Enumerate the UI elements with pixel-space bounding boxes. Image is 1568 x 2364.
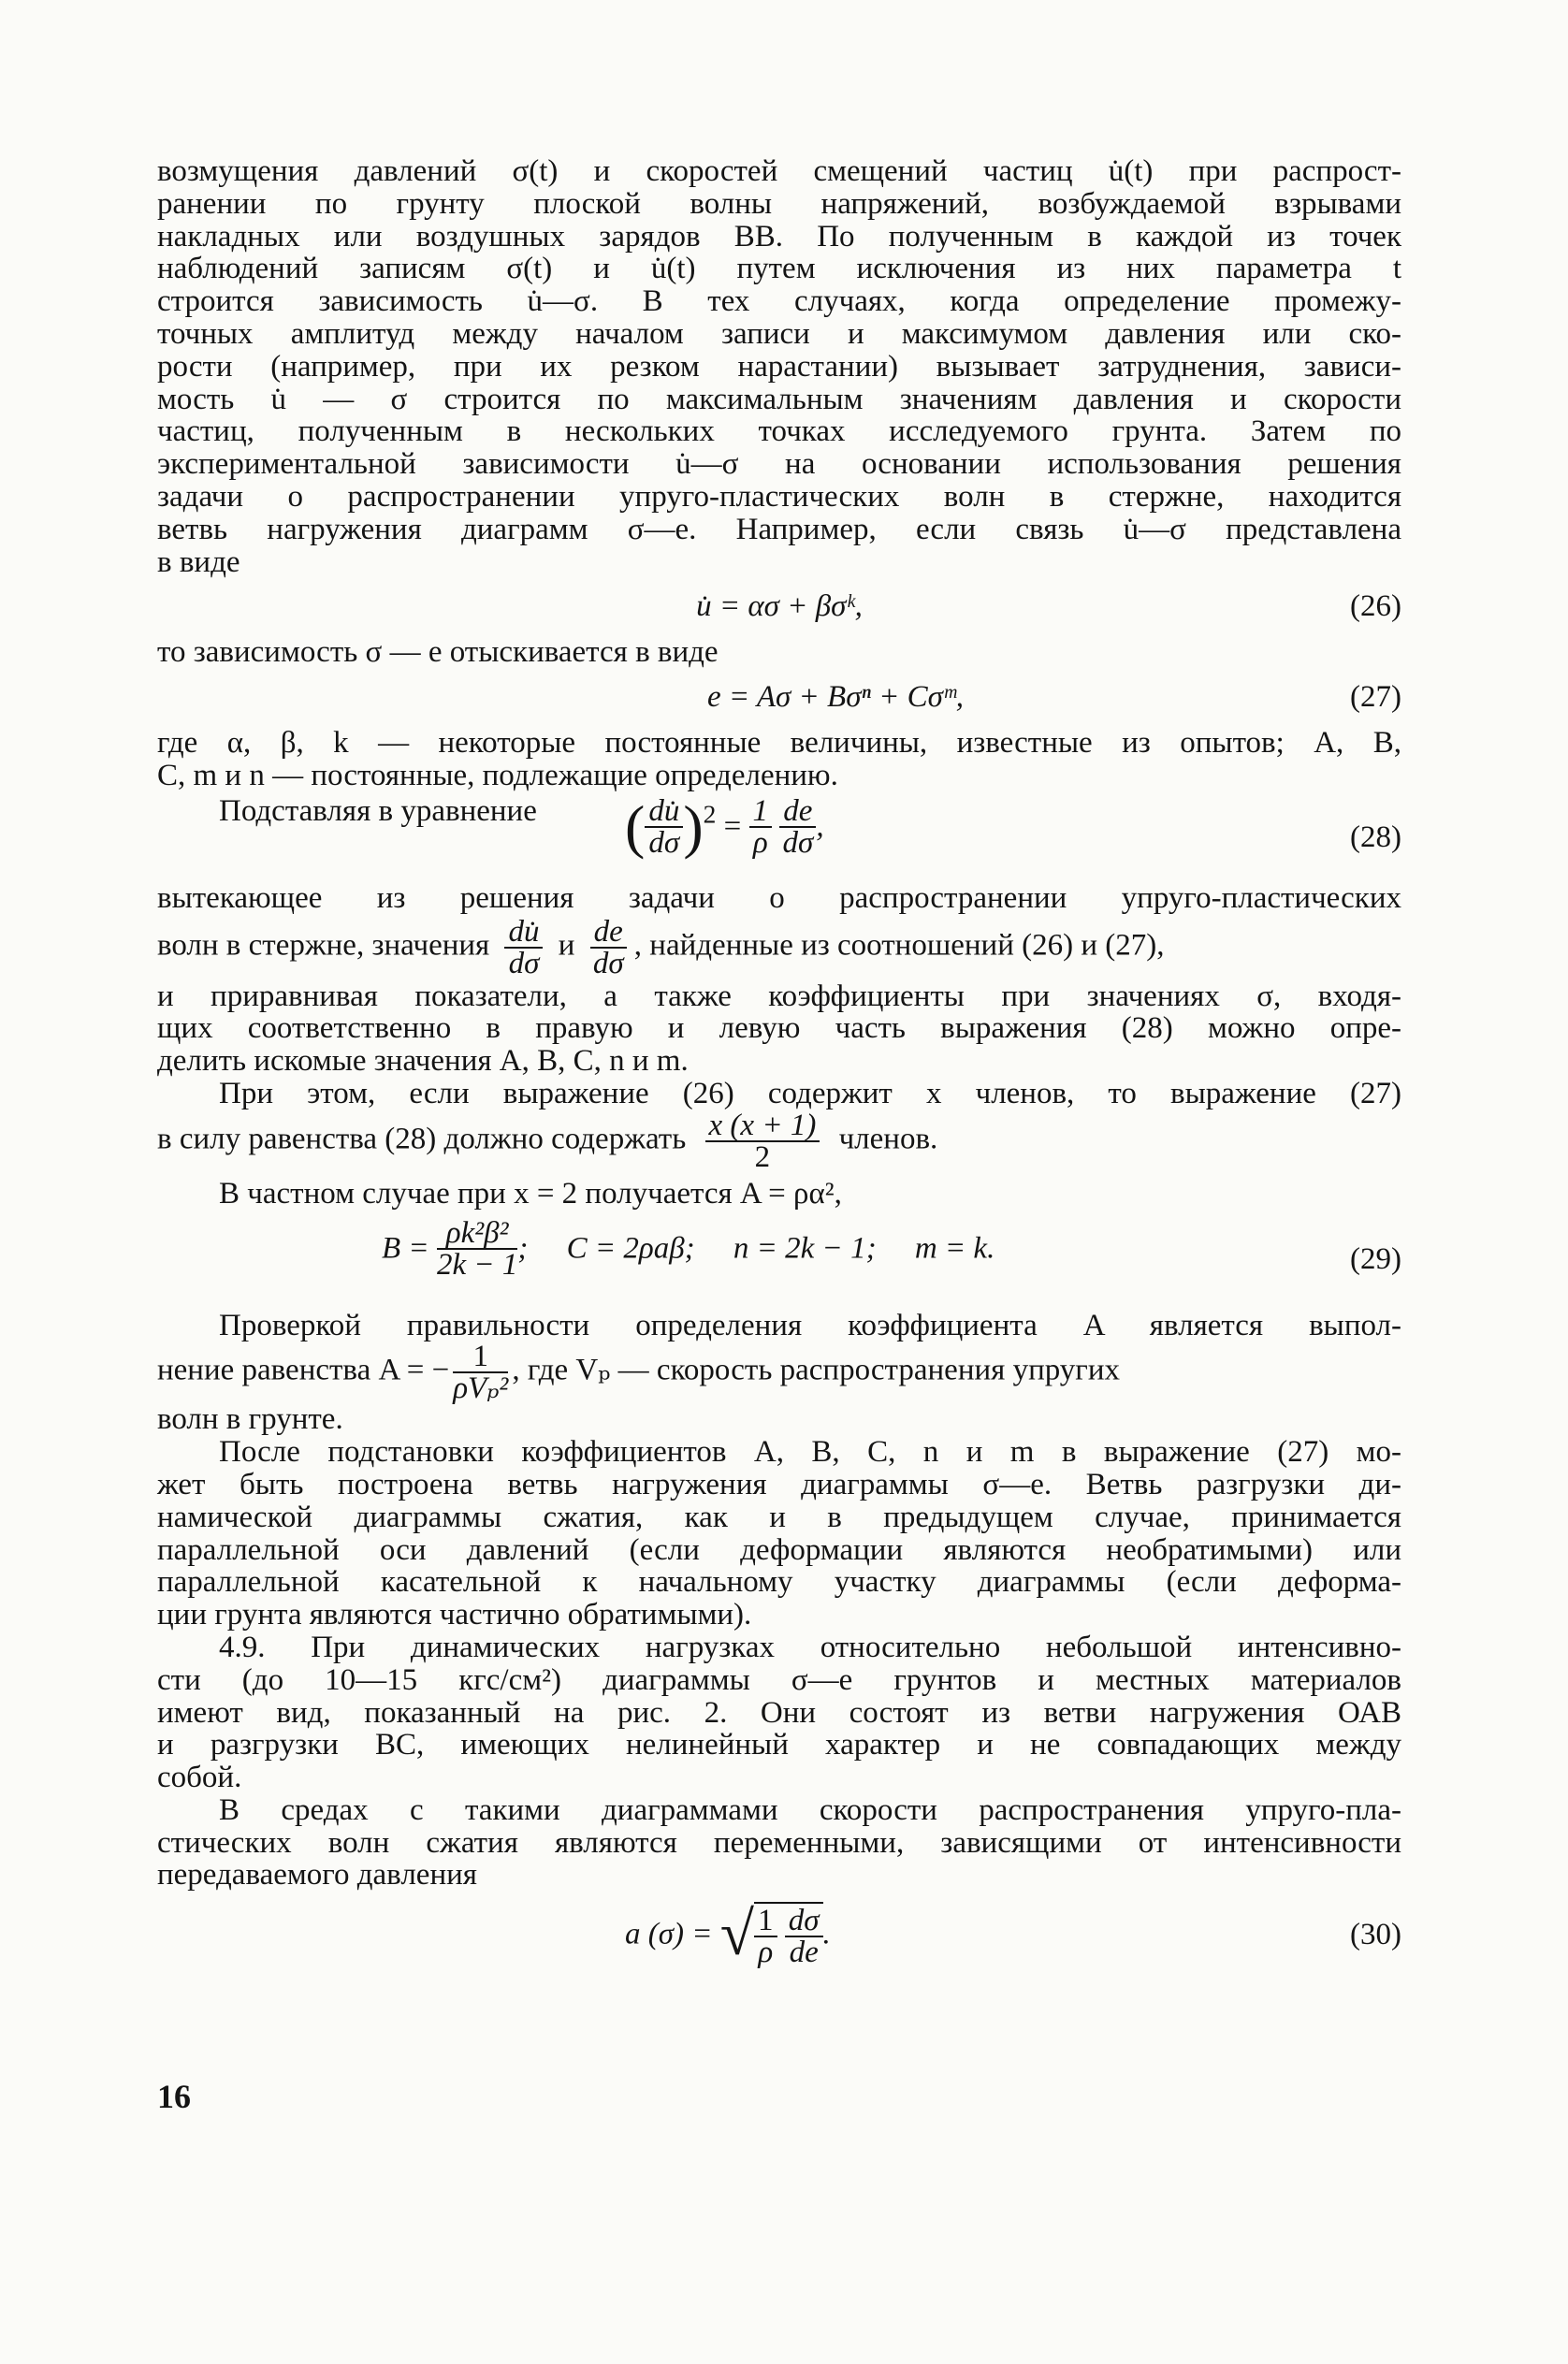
equation-number: (28) bbox=[1350, 819, 1401, 854]
text-line: и приравнивая показатели, а также коэффициенты при значениях σ, входя- bbox=[157, 979, 1401, 1013]
text-line-with-fractions bbox=[157, 1340, 1401, 1406]
text-line: вытекающее из решения задачи о распространении упруго-пластических bbox=[157, 880, 1401, 915]
text-line: намической диаграммы сжатия, как и в предыдущем случае, принимается bbox=[157, 1500, 1401, 1534]
fraction-denominator: 2k − 1 bbox=[436, 1247, 518, 1282]
equation-formula bbox=[382, 1215, 995, 1282]
punctuation: . bbox=[822, 1917, 831, 1951]
text-fragment: , где Vₚ — скорость распространения упругих bbox=[512, 1353, 1120, 1387]
fraction-denominator: dσ bbox=[782, 825, 814, 860]
text-line: частиц, полученным в нескольких точках исследуемого грунта. Затем по bbox=[157, 414, 1401, 449]
page-number: 16 bbox=[157, 2078, 191, 2115]
text-line-with-fractions bbox=[157, 1110, 1401, 1172]
paragraph-3 bbox=[157, 882, 1401, 915]
fraction-denominator: ρVₚ² bbox=[453, 1371, 509, 1406]
text-fragment: a (σ) = bbox=[625, 1917, 713, 1951]
text-line: точных амплитуд между началом записи и максимумом давления или ско- bbox=[157, 316, 1401, 351]
paragraph-2 bbox=[157, 727, 1401, 792]
text-fragment: нение равенства A = − bbox=[157, 1353, 450, 1387]
text-line: волн в грунте. bbox=[157, 1402, 343, 1437]
text-line: в виде bbox=[157, 544, 240, 579]
text-line: Проверкой правильности определения коэффициента A является выпол- bbox=[219, 1308, 1401, 1342]
text-fragment: B = bbox=[382, 1231, 429, 1266]
punctuation: , bbox=[816, 809, 824, 844]
text-line: имеют вид, показанный на рис. 2. Они состоят из ветви нагружения ОАВ bbox=[157, 1695, 1401, 1730]
text-fragment: волн в стержне, значения bbox=[157, 928, 490, 963]
text-line: При этом, если выражение (26) содержит x членов, то выражение (27) bbox=[219, 1076, 1401, 1110]
fraction-denominator: dσ bbox=[648, 825, 680, 860]
equation-29 bbox=[157, 1211, 1401, 1300]
paragraph-7 bbox=[157, 1436, 1401, 1632]
text-column bbox=[157, 155, 1401, 1976]
text-line: задачи о распространении упруго-пластических волн в стержне, находится bbox=[157, 479, 1401, 514]
fraction-numerator: de bbox=[590, 917, 627, 949]
text-line: 4.9. При динамических нагрузках относительно небольшой интенсивно- bbox=[219, 1630, 1401, 1664]
text-fragment: в силу равенства (28) должно содержать bbox=[157, 1122, 687, 1156]
fraction-denominator: dσ bbox=[508, 946, 540, 980]
text-line: параллельной касательной к начальному участку диаграммы (если деформа- bbox=[157, 1565, 1401, 1600]
text-line: Подставляя в уравнение bbox=[219, 793, 537, 828]
equation-number: (29) bbox=[1350, 1241, 1401, 1276]
fraction-numerator: dσ bbox=[785, 1906, 823, 1937]
text-fragment: ; C = 2ρaβ; n = 2k − 1; m = k. bbox=[517, 1231, 995, 1266]
fraction-denominator: ρ bbox=[752, 825, 768, 860]
text-line: экспериментальной зависимости u̇—σ на основании использования решения bbox=[157, 447, 1401, 482]
text-line: стических волн сжатия являются переменными, зависящими от интенсивности bbox=[157, 1825, 1401, 1860]
equation-30 bbox=[157, 1892, 1401, 1976]
text-line: собой. bbox=[157, 1761, 242, 1795]
fraction-numerator: du̇ bbox=[645, 796, 683, 828]
text-line: жет быть построена ветвь нагружения диаграммы σ—e. Ветвь разгрузки ди- bbox=[157, 1467, 1401, 1501]
text-line: ранении по грунту плоской волны напряжений, возбуждаемой взрывами bbox=[157, 186, 1401, 221]
power: 2 bbox=[703, 799, 717, 829]
fraction-denominator: 2 bbox=[754, 1139, 771, 1174]
paragraph-4 bbox=[157, 1078, 1401, 1110]
fraction-numerator: 1 bbox=[453, 1342, 508, 1373]
fraction-numerator: 1 bbox=[754, 1906, 777, 1937]
text-line: параллельной оси давлений (если деформации являются необратимыми) или bbox=[157, 1532, 1401, 1567]
text-line: мость u̇ — σ строится по максимальным значениям давления и скорости bbox=[157, 382, 1401, 416]
equation-27 bbox=[157, 669, 1401, 727]
fraction-denominator: ρ bbox=[758, 1936, 774, 1970]
text-line: наблюдений записям σ(t) и u̇(t) путем исключения из них параметра t bbox=[157, 252, 1401, 286]
fraction-numerator: de bbox=[779, 796, 816, 828]
text-line: где α, β, k — некоторые постоянные величины, известные из опытов; A, B, bbox=[157, 726, 1401, 761]
text-line: После подстановки коэффициентов A, B, C, n и m в выражение (27) мо- bbox=[219, 1435, 1401, 1470]
text-fragment: и bbox=[558, 928, 575, 963]
text-line: В частном случае при x = 2 получается A = ρα², bbox=[219, 1176, 842, 1211]
paragraph-9 bbox=[157, 1794, 1401, 1892]
text-line: делить искомые значения A, B, C, n и m. bbox=[157, 1044, 689, 1079]
text-line: В средах с такими диаграммами скорости распространения упруго-пла- bbox=[219, 1792, 1401, 1827]
equation-formula: e = Aσ + Bσⁿ + Cσᵐ, bbox=[707, 680, 964, 715]
text-line: передаваемого давления bbox=[157, 1858, 477, 1893]
text-line: накладных или воздушных зарядов ВВ. По полученным в каждой из точек bbox=[157, 219, 1401, 254]
equation-26 bbox=[157, 578, 1401, 636]
text-line: ции грунта являются частично обратимыми). bbox=[157, 1598, 752, 1632]
paragraph-8 bbox=[157, 1632, 1401, 1794]
fraction-numerator: 1 bbox=[749, 796, 773, 828]
text-fragment: членов. bbox=[838, 1122, 938, 1156]
text-fragment: , найденные из соотношений (26) и (27), bbox=[633, 928, 1165, 963]
text-line: и разгрузки ВС, имеющих нелинейный характер и не совпадающих между bbox=[157, 1728, 1401, 1762]
fraction-numerator: du̇ bbox=[504, 917, 543, 949]
text-line: сти (до 10—15 кгс/см²) диаграммы σ—e грунтов и местных материалов bbox=[157, 1662, 1401, 1697]
text-line: ветвь нагружения диаграмм σ—e. Например, если связь u̇—σ представлена bbox=[157, 512, 1401, 546]
fraction-numerator: x (x + 1) bbox=[705, 1110, 820, 1142]
equation-number: (26) bbox=[1350, 589, 1401, 624]
text-line: щих соответственно в правую и левую часть выражения (28) можно опре- bbox=[157, 1011, 1401, 1046]
text-line: то зависимость σ — e отыскивается в виде bbox=[157, 635, 719, 670]
paragraph-6 bbox=[157, 1310, 1401, 1342]
equation-formula: u̇ = ασ + βσᵏ, bbox=[696, 589, 863, 624]
text-line: возмущения давлений σ(t) и скоростей смещений частиц u̇(t) при распрост- bbox=[157, 154, 1401, 188]
equation-number: (27) bbox=[1350, 680, 1401, 715]
text-line-with-fractions bbox=[157, 914, 1401, 980]
equation-number: (30) bbox=[1350, 1918, 1401, 1952]
fraction-denominator: dσ bbox=[592, 946, 624, 980]
equation-formula bbox=[625, 1899, 831, 1970]
text-line: строится зависимость u̇—σ. В тех случаях, когда определение промежу- bbox=[157, 284, 1401, 319]
equation-28 bbox=[157, 792, 1401, 882]
fraction-denominator: de bbox=[789, 1936, 819, 1970]
text-line: C, m и n — постоянные, подлежащие определению. bbox=[157, 758, 838, 792]
fraction-numerator: ρk²β² bbox=[437, 1218, 517, 1250]
radical-icon: √ bbox=[719, 1900, 755, 1969]
equation-formula: ( $\frac{du̇}{d\sigma}$ )$^2$ = $\frac{1}{\rho}$ $\frac{de}{d\sigma}$ , bbox=[625, 792, 824, 860]
text-line: рости (например, при их резком нарастании) вызывает затруднения, зависи- bbox=[157, 349, 1401, 384]
paragraph-1 bbox=[157, 155, 1401, 578]
